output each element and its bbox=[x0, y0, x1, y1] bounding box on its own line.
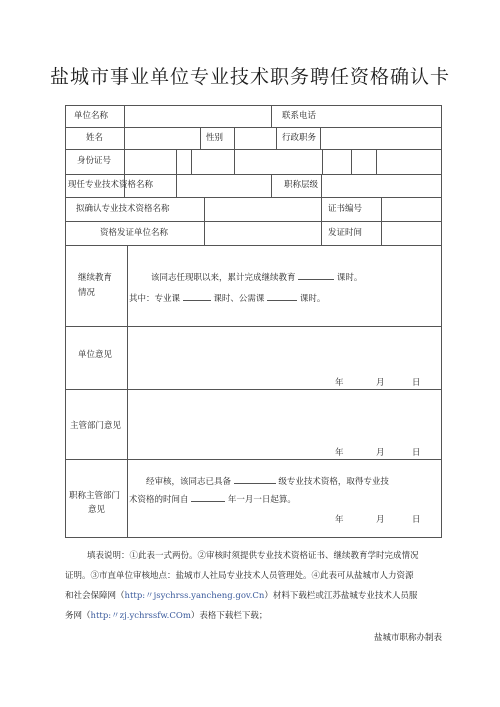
authority-text-line2 bbox=[129, 492, 296, 506]
col-divider bbox=[321, 197, 322, 245]
authority-opinion-label-2: 意见 bbox=[88, 505, 106, 515]
col-divider bbox=[351, 149, 352, 174]
education-hours-text bbox=[151, 270, 362, 284]
admin-post-label: 行政职务 bbox=[282, 133, 317, 143]
col-divider bbox=[234, 127, 235, 174]
education-breakdown-text bbox=[129, 291, 325, 305]
col-divider bbox=[322, 149, 323, 174]
row-divider bbox=[66, 149, 441, 150]
unit-name-label: 单位名称 bbox=[74, 111, 109, 121]
department-opinion-label: 主管部门意见 bbox=[70, 421, 122, 431]
professional-service-link[interactable]: http:〃zj.ychrssfw.COm bbox=[90, 611, 191, 621]
row-divider bbox=[66, 221, 441, 222]
row-divider bbox=[66, 459, 441, 460]
edu-text-2a: 其中：专业课 bbox=[129, 294, 181, 304]
col-divider bbox=[376, 149, 377, 174]
hrss-website-link[interactable]: http:〃jsychrss.yancheng.gov.Cn bbox=[124, 591, 265, 601]
name-label: 姓名 bbox=[86, 133, 104, 143]
row-divider bbox=[66, 197, 441, 198]
date-month: 月 bbox=[376, 515, 385, 525]
instructions-line-4 bbox=[65, 606, 449, 626]
date-year: 年 bbox=[335, 378, 344, 388]
date-month: 月 bbox=[376, 448, 385, 458]
date-month: 月 bbox=[376, 378, 385, 388]
instructions-line-2: 证明。③市直单位审核地点：盐城市人社局专业技术人员管理处。④此表可从盐城市人力资源 bbox=[65, 571, 414, 581]
qualification-form bbox=[65, 105, 442, 538]
col-divider bbox=[200, 127, 201, 149]
gender-label: 性别 bbox=[206, 133, 224, 143]
total-hours-blank[interactable] bbox=[298, 270, 334, 280]
date-year: 年 bbox=[335, 448, 344, 458]
edu-text-2c: 课时。 bbox=[299, 294, 326, 304]
row-divider bbox=[66, 389, 441, 390]
edu-text-2b: 课时、公需课 bbox=[213, 294, 265, 304]
instructions bbox=[65, 546, 449, 626]
col-divider bbox=[321, 174, 322, 197]
current-qualification-label: 现任专业技术资格名称 bbox=[68, 180, 154, 190]
row-divider bbox=[66, 245, 441, 246]
col-divider bbox=[204, 197, 205, 245]
col-divider bbox=[320, 127, 321, 149]
public-hours-blank[interactable] bbox=[267, 291, 297, 301]
col-divider bbox=[127, 245, 128, 537]
auth-text-1a: 经审核，该同志已具备 bbox=[146, 477, 232, 487]
col-divider bbox=[276, 127, 277, 149]
instructions-line-4b: ）表格下载栏下载； bbox=[190, 611, 268, 621]
issuer-footer: 盐城市职称办制表 bbox=[374, 633, 443, 643]
authority-text-line1 bbox=[146, 474, 389, 488]
issue-date-label: 发证时间 bbox=[328, 228, 363, 238]
edu-text-1a: 该同志任现职以来，累计完成继续教育 bbox=[151, 273, 296, 283]
col-divider bbox=[176, 174, 177, 197]
row-divider bbox=[66, 174, 441, 175]
date-day: 日 bbox=[412, 378, 421, 388]
certificate-number-label: 证书编号 bbox=[328, 204, 363, 214]
date-day: 日 bbox=[412, 515, 421, 525]
post-level-label: 职称层级 bbox=[284, 180, 319, 190]
unit-opinion-label: 单位意见 bbox=[78, 350, 113, 360]
page-title: 盐城市事业单位专业技术职务聘任资格确认卡 bbox=[49, 66, 450, 88]
auth-text-1b: 级专业技术资格，取得专业技 bbox=[278, 477, 389, 487]
instructions-line-3 bbox=[65, 586, 449, 606]
instructions-line-4a: 务网（ bbox=[65, 611, 91, 621]
continuing-education-label-2: 情况 bbox=[78, 288, 96, 298]
issuing-unit-label: 资格发证单位名称 bbox=[100, 228, 169, 238]
row-divider bbox=[66, 326, 441, 327]
instructions-line-3a: 和社会保障网（ bbox=[65, 591, 125, 601]
edu-text-1b: 课时。 bbox=[336, 273, 363, 283]
auth-text-2a: 术资格的时间自 bbox=[129, 495, 189, 505]
col-divider bbox=[176, 149, 177, 174]
id-number-label: 身份证号 bbox=[77, 156, 112, 166]
date-day: 日 bbox=[412, 448, 421, 458]
auth-text-2b: 年一月一日起算。 bbox=[227, 495, 296, 505]
col-divider bbox=[271, 106, 272, 127]
date-year: 年 bbox=[335, 515, 344, 525]
instructions-line-1: 填表说明：①此表一式两份。②审核时须提供专业技术资格证书、继续教育学时完成情况 bbox=[87, 551, 419, 561]
col-divider bbox=[381, 197, 382, 245]
col-divider bbox=[191, 149, 192, 174]
professional-hours-blank[interactable] bbox=[183, 291, 211, 301]
proposed-qualification-label: 拟确认专业技术资格名称 bbox=[76, 204, 170, 214]
col-divider bbox=[271, 174, 272, 197]
start-year-blank[interactable] bbox=[191, 492, 225, 502]
contact-phone-label: 联系电话 bbox=[282, 111, 317, 121]
row-divider bbox=[66, 127, 441, 128]
authority-opinion-label: 职称主管部门 bbox=[69, 491, 121, 501]
qualification-level-blank[interactable] bbox=[234, 474, 276, 484]
instructions-line-3b: ）材料下载栏或江苏盐城专业技术人员服 bbox=[264, 591, 418, 601]
continuing-education-label: 继续教育 bbox=[78, 273, 113, 283]
